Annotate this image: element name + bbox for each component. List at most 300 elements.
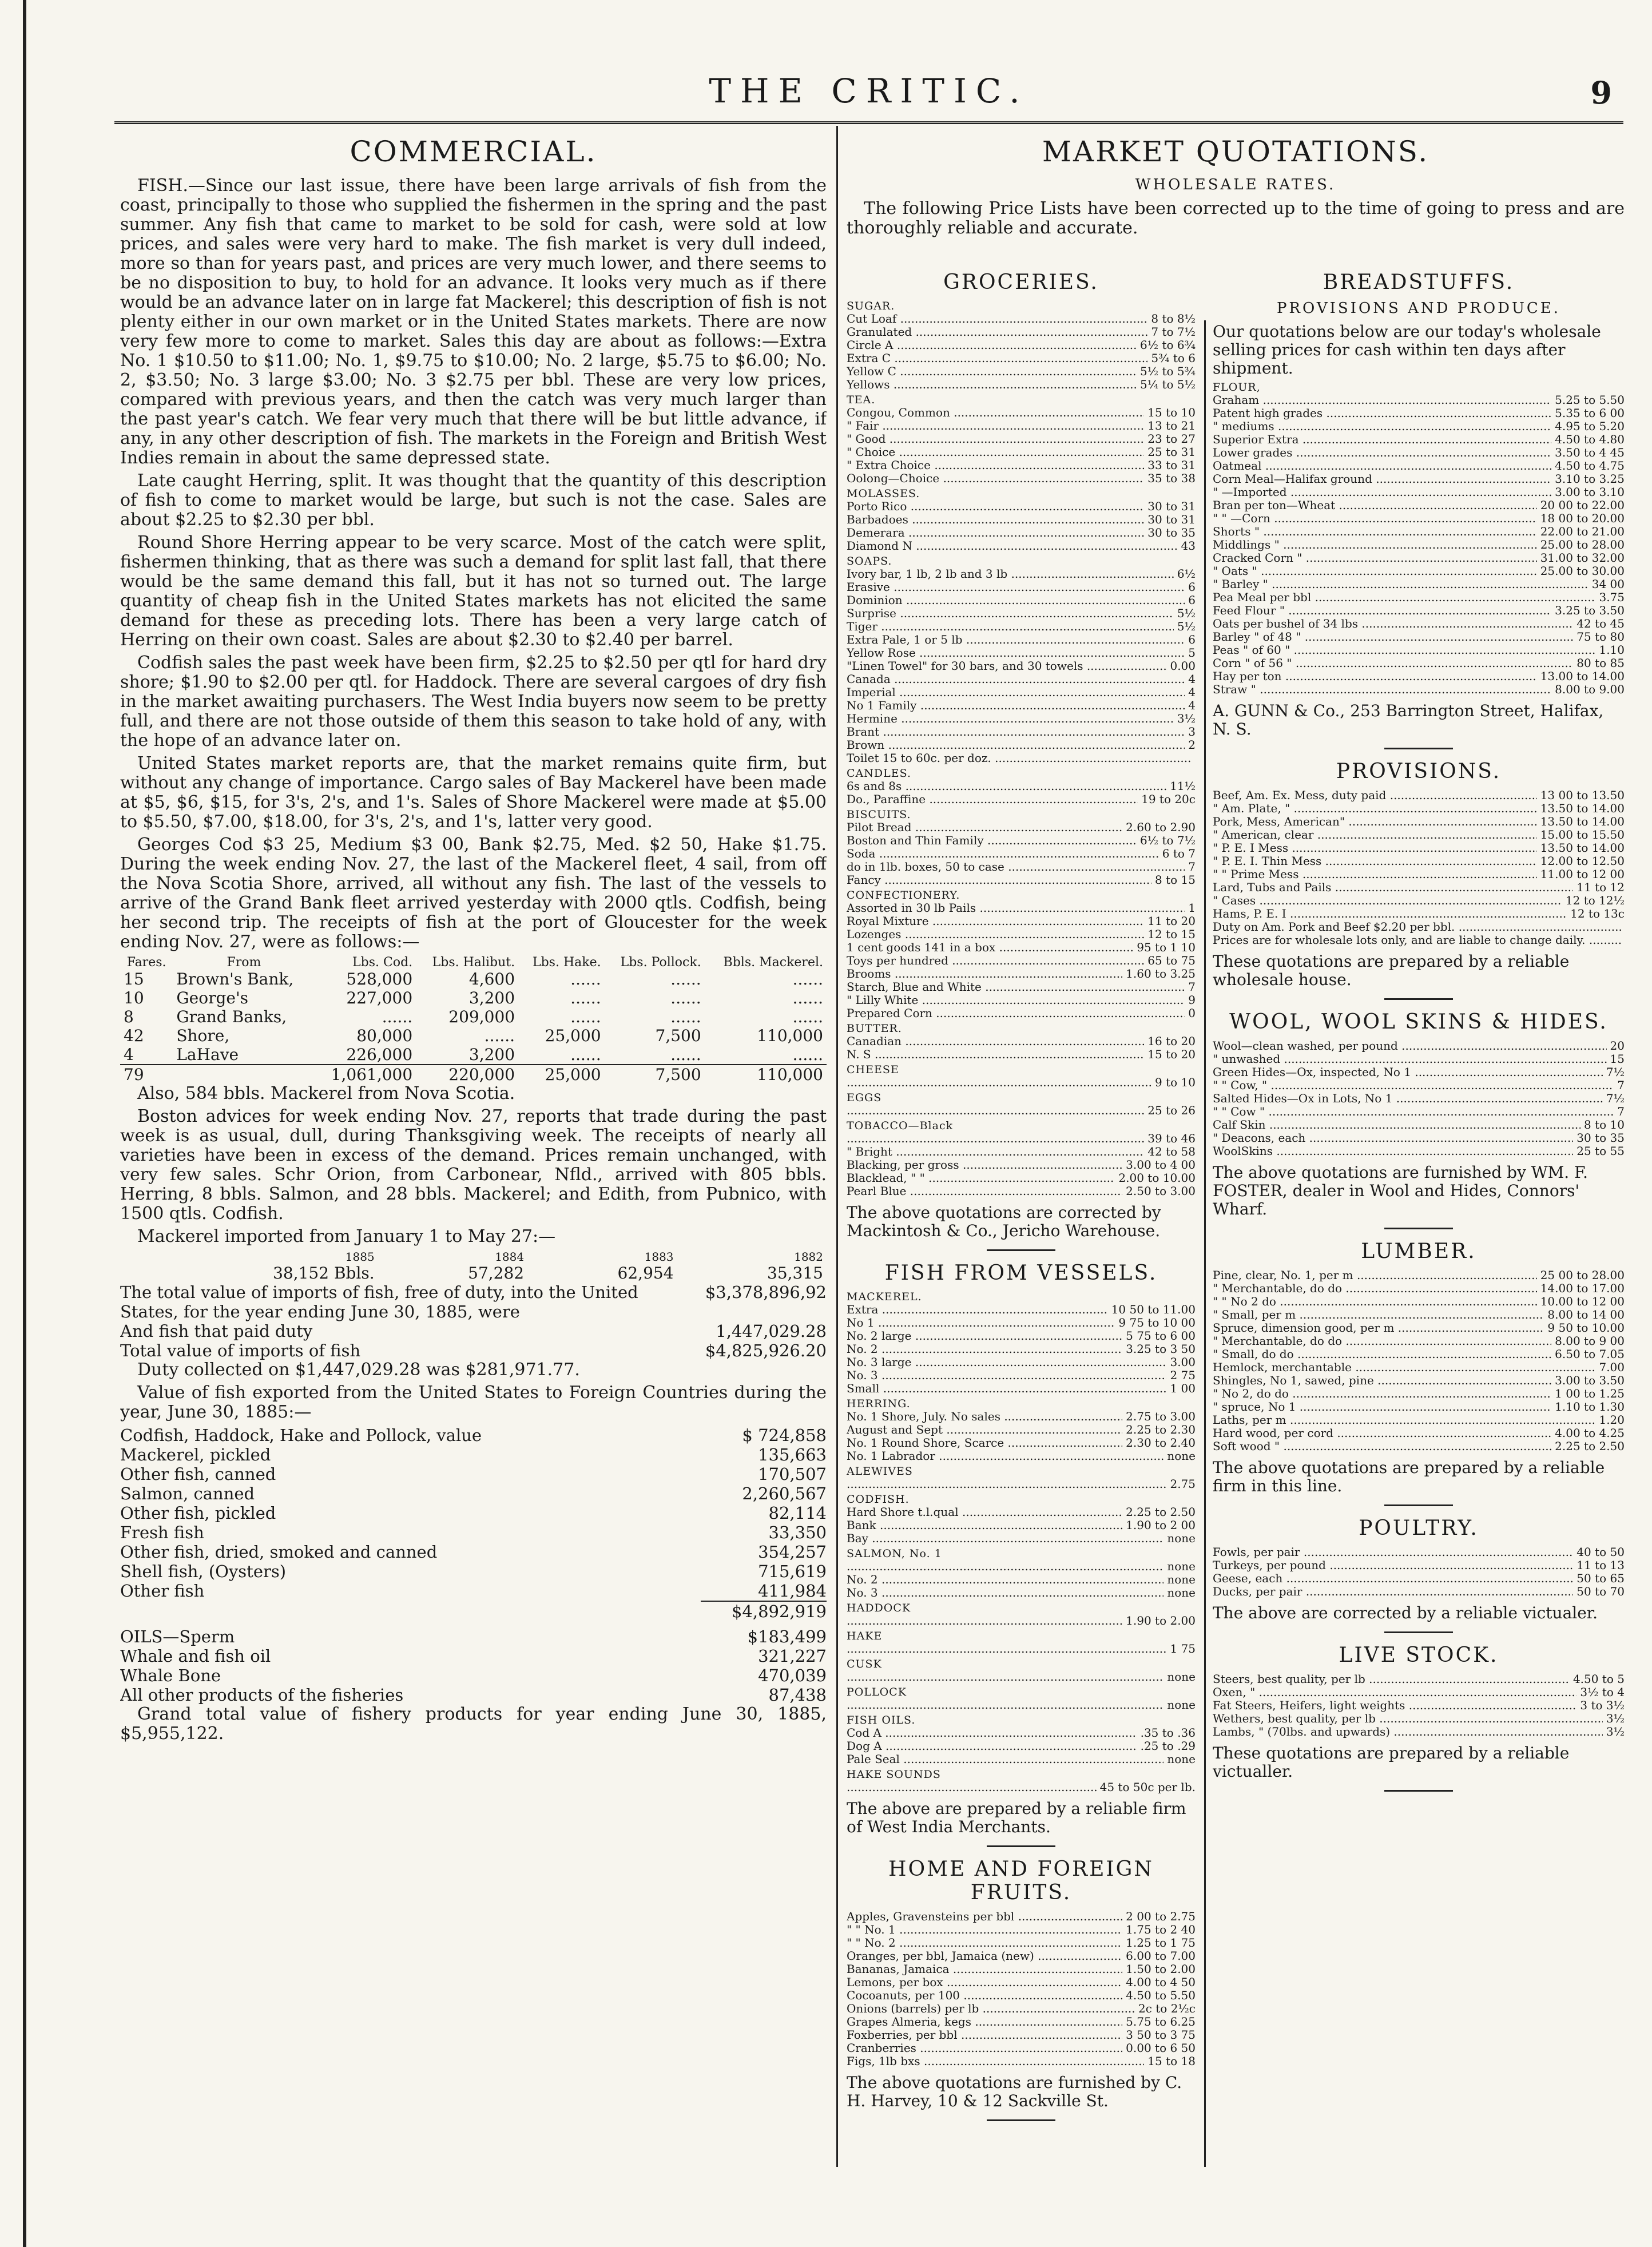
price-value: 12 to 15 — [1144, 928, 1196, 941]
price-value: 13.50 to 14.00 — [1537, 802, 1625, 815]
value-label: Shell fish, (Oysters) — [120, 1562, 287, 1581]
price-value: 11.00 to 12 00 — [1537, 868, 1625, 881]
price-label: Erasive ..... — [847, 581, 1185, 594]
year-cell: 1885 — [345, 1250, 375, 1264]
price-value: .35 to .36 — [1137, 1726, 1196, 1740]
duty-line: Duty collected on $1,447,029.28 was $281,971.77. — [137, 1360, 580, 1380]
wool — [1213, 1010, 1625, 1229]
price-value: 1.10 to 1.30 — [1551, 1400, 1625, 1414]
price-value: 15.00 to 15.50 — [1537, 828, 1625, 841]
price-label: No. 3 large ..... — [847, 1356, 1166, 1369]
receipts-table — [120, 955, 827, 1084]
value-label: The total value of imports of fish, free of duty, into the United States, for the year ending June 30, 1885, were — [120, 1283, 638, 1321]
price-value: 2.25 to 2.50 — [1122, 1506, 1196, 1519]
section-divider — [1384, 998, 1453, 1000]
fish-vessels — [847, 1261, 1196, 1847]
price-value: 7.00 — [1595, 1361, 1625, 1374]
price-row — [1213, 1585, 1625, 1598]
price-value: 10.00 to 12 00 — [1537, 1295, 1625, 1308]
price-label: Extra Pale, 1 or 5 lb ..... — [847, 633, 1185, 646]
price-value: 8.00 to 9.00 — [1551, 683, 1625, 696]
price-row — [1213, 644, 1625, 657]
table-cell: ...... — [670, 988, 701, 1007]
price-value: 7 to 7½ — [1147, 325, 1196, 339]
price-value: 18 00 to 20.00 — [1537, 512, 1625, 525]
value-amount: 715,619 — [758, 1562, 827, 1581]
price-row — [847, 1329, 1196, 1343]
price-value: 11 to 13 — [1573, 1559, 1625, 1572]
value-row — [120, 1581, 827, 1601]
price-label: August and Sept ..... — [847, 1423, 1122, 1436]
price-value: 3 50 to 3 75 — [1122, 2028, 1196, 2042]
price-value: 4.50 to 4.80 — [1551, 433, 1625, 446]
groceries-note: The above quotations are corrected by Mackintosh & Co., Jericho Warehouse. — [847, 1203, 1161, 1240]
price-label: Lozenges ..... — [847, 928, 1144, 941]
price-value: 6 — [1185, 633, 1196, 646]
price-row — [847, 1532, 1196, 1545]
price-value: 7½ — [1603, 1066, 1625, 1079]
price-value: 7 — [1614, 1105, 1625, 1118]
table-cell: 209,000 — [448, 1007, 515, 1026]
price-row — [1213, 1725, 1625, 1738]
price-label: Pale Seal ..... — [847, 1753, 1163, 1766]
price-row — [847, 1132, 1196, 1145]
price-category: CODFISH. — [847, 1493, 910, 1506]
price-value: none — [1163, 1532, 1196, 1545]
table-cell: 80,000 — [356, 1026, 413, 1045]
price-row — [1213, 578, 1625, 591]
price-row — [1213, 1686, 1625, 1699]
value-row — [120, 1445, 827, 1464]
price-label: Barley " of 48 " ..... — [1213, 630, 1573, 644]
price-value: 1 75 — [1166, 1642, 1196, 1656]
price-row — [847, 1076, 1196, 1089]
value-amount: $4,825,926.20 — [705, 1341, 827, 1360]
price-row — [847, 1035, 1196, 1048]
price-label: " Merchantable, do do ..... — [1213, 1335, 1551, 1348]
price-row — [847, 352, 1196, 365]
table-cell: 110,000 — [757, 1026, 823, 1045]
price-row — [847, 312, 1196, 325]
price-row — [847, 446, 1196, 459]
price-value: none — [1163, 1586, 1196, 1599]
groceries-title: GROCERIES. — [943, 271, 1099, 294]
price-row — [1213, 499, 1625, 512]
price-value: 33 to 31 — [1144, 459, 1196, 472]
price-label: No 1 ..... — [847, 1316, 1115, 1329]
value-amount: $ 724,858 — [742, 1426, 827, 1445]
exports-intro: Value of fish exported from the United States to Foreign Countries during the year, June 30, 1885:— — [120, 1383, 827, 1422]
table-row — [120, 1045, 827, 1065]
price-value: 14.00 to 17.00 — [1537, 1282, 1625, 1295]
masthead-title: THE CRITIC. — [709, 72, 1029, 110]
price-category: POLLOCK — [847, 1686, 907, 1698]
price-value: 8.00 to 14 00 — [1544, 1308, 1625, 1321]
value-row — [120, 1283, 827, 1321]
price-label: Cut Loaf ..... — [847, 312, 1147, 325]
price-row — [847, 874, 1196, 887]
price-label: Wool—clean washed, per pound ..... — [1213, 1039, 1607, 1053]
price-label: Granulated ..... — [847, 325, 1147, 339]
price-label: Circle A ..... — [847, 339, 1137, 352]
price-category: TOBACCO—Black — [847, 1119, 954, 1132]
price-label: " Deacons, each ..... — [1213, 1132, 1573, 1145]
table-cell: ...... — [570, 1007, 601, 1026]
table-cell: 528,000 — [346, 970, 413, 988]
price-row — [847, 847, 1196, 860]
price-row — [847, 1423, 1196, 1436]
price-value: 11 to 12 — [1573, 881, 1625, 894]
price-label: Porto Rico ..... — [847, 500, 1144, 513]
price-value: 3.00 — [1166, 1356, 1196, 1369]
table-cell: 226,000 — [346, 1045, 413, 1064]
price-value: 3.25 to 3.50 — [1551, 604, 1625, 617]
price-row — [847, 1145, 1196, 1158]
price-row — [847, 365, 1196, 378]
price-value — [1621, 934, 1625, 947]
price-value: 5½ — [1174, 620, 1196, 633]
price-row — [847, 1356, 1196, 1369]
table-row — [120, 988, 827, 1007]
price-label: No. 2 large ..... — [847, 1329, 1122, 1343]
price-label: Brant ..... — [847, 725, 1185, 739]
price-label: Hay per ton ..... — [1213, 670, 1537, 683]
column-header: Lbs. Pollock. — [620, 955, 701, 970]
price-label: Blacking, per gross ..... — [847, 1158, 1122, 1172]
value-label: Total value of imports of fish — [120, 1341, 361, 1360]
price-value: 0.00 to 6 50 — [1122, 2042, 1196, 2055]
price-label: Figs, 1lb bxs ..... — [847, 2055, 1144, 2068]
section-divider — [1384, 1504, 1453, 1506]
table-cell: 4,600 — [468, 970, 515, 988]
value-label: All other products of the fisheries — [120, 1685, 404, 1705]
price-row — [847, 2028, 1196, 2042]
price-label: Brown ..... — [847, 739, 1185, 752]
price-label: Geese, each ..... — [1213, 1572, 1573, 1585]
price-value: 15 to 10 — [1144, 406, 1196, 419]
price-row — [847, 821, 1196, 834]
price-value: 25 to 55 — [1573, 1145, 1625, 1158]
price-category: SOAPS. — [847, 555, 892, 567]
price-label: Bank ..... — [847, 1519, 1122, 1532]
price-value: 1.90 to 2.00 — [1122, 1614, 1196, 1627]
table-cell: ...... — [792, 970, 823, 988]
price-label: Assorted in 30 lb Pails ..... — [847, 902, 1185, 915]
commercial-body-2 — [120, 1084, 827, 1246]
provisions — [1213, 760, 1625, 1000]
price-row — [847, 1478, 1196, 1491]
price-label: " " Cow " ..... — [1213, 1105, 1614, 1118]
value-row — [120, 1321, 827, 1341]
price-label — [847, 1642, 1166, 1656]
price-category: HADDOCK — [847, 1602, 911, 1614]
price-category: SUGAR. — [847, 300, 895, 312]
price-value: 4 — [1185, 673, 1196, 686]
price-label: " Lilly White ..... — [847, 994, 1185, 1007]
price-value: 5 — [1185, 646, 1196, 660]
price-value: 11½ — [1166, 780, 1196, 793]
price-value: 42 to 45 — [1573, 617, 1625, 630]
price-row — [847, 1698, 1196, 1712]
price-value: 13 00 to 13.50 — [1537, 789, 1625, 802]
price-label: No. 1 Round Shore, Scarce ..... — [847, 1436, 1122, 1450]
price-row — [847, 339, 1196, 352]
price-value: 10 50 to 11.00 — [1108, 1303, 1196, 1316]
price-label: Calf Skin ..... — [1213, 1118, 1580, 1132]
market-column-left — [847, 260, 1196, 2159]
price-value: 4 — [1185, 699, 1196, 712]
commercial-title: COMMERCIAL. — [350, 135, 597, 168]
price-label: Blacklead, " " ..... — [847, 1172, 1115, 1185]
price-row — [1213, 828, 1625, 841]
price-label: " Am. Plate, " ..... — [1213, 802, 1537, 815]
mackerel-import-table — [120, 1250, 827, 1283]
price-label: Ivory bar, 1 lb, 2 lb and 3 lb ..... — [847, 567, 1174, 581]
price-row — [1213, 1673, 1625, 1686]
price-category: HERRING. — [847, 1398, 911, 1410]
price-row — [847, 780, 1196, 793]
value-label: Mackerel, pickled — [120, 1445, 271, 1464]
price-value: 1.50 to 2.00 — [1122, 1963, 1196, 1976]
price-row — [847, 941, 1196, 954]
price-label: "Linen Towel" for 30 bars, and 30 towels ..... — [847, 660, 1166, 673]
price-row — [1213, 907, 1625, 920]
price-label: Yellow C ..... — [847, 365, 1137, 378]
price-row — [847, 2042, 1196, 2055]
price-value: 13.00 to 14.00 — [1537, 670, 1625, 683]
price-row — [1213, 433, 1625, 446]
price-value: 30 to 31 — [1144, 500, 1196, 513]
value-row — [120, 1646, 827, 1666]
wool-note: The above quotations are furnished by WM. F. FOSTER, dealer in Wool and Hides, Connors' Wharf. — [1213, 1163, 1589, 1218]
price-value: 3.75 — [1595, 591, 1625, 604]
price-label — [847, 1104, 1144, 1117]
price-label: " Choice ..... — [847, 446, 1144, 459]
price-label: Beef, Am. Ex. Mess, duty paid ..... — [1213, 789, 1537, 802]
price-row — [1213, 1414, 1625, 1427]
price-label: Royal Mixture ..... — [847, 915, 1144, 928]
price-label: Wethers, best quality, per lb ..... — [1213, 1712, 1603, 1725]
value-row — [120, 1264, 827, 1283]
value-amount: 2,260,567 — [742, 1484, 827, 1503]
binding-edge — [23, 0, 26, 2247]
price-row — [1213, 1308, 1625, 1321]
price-label: Oats per bushel of 34 lbs ..... — [1213, 617, 1573, 630]
price-row — [847, 539, 1196, 553]
paragraph: United States market reports are, that the market remains quite firm, but without any change of importance. Cargo sales of Bay Mackerel have been made at $5, $6, $15, for 3's, 2's, and 1's. Sales of Shore Mackerel were made at $5.00 to $5.50, $7.00, $18.00, for 3's, 2's, and 1's, latter very good. — [120, 753, 827, 832]
column-divider — [836, 126, 838, 2167]
price-row — [847, 607, 1196, 620]
value-label: Other fish, canned — [120, 1464, 276, 1484]
table-cell: Shore, — [176, 1026, 230, 1045]
value-amount: 135,663 — [758, 1445, 827, 1464]
year-cell: 1882 — [794, 1250, 823, 1264]
table-cell: 4 — [124, 1045, 134, 1064]
price-label: Straw " ..... — [1213, 683, 1551, 696]
price-label — [847, 1670, 1163, 1684]
price-label: Soft wood " ..... — [1213, 1440, 1551, 1453]
price-row — [1213, 815, 1625, 828]
price-value: 4.00 to 4.25 — [1551, 1427, 1625, 1440]
value-label: Fresh fish — [120, 1523, 204, 1542]
price-value — [1192, 752, 1196, 765]
market-intro: The following Price Lists have been corrected up to the time of going to press and are thoroughly reliable and accurate. — [847, 199, 1625, 238]
price-category: TEA. — [847, 394, 876, 406]
price-row — [847, 1519, 1196, 1532]
price-row — [1213, 1374, 1625, 1387]
table-cell: ...... — [792, 988, 823, 1007]
price-value: 6 to 7 — [1159, 847, 1196, 860]
price-value: 5 75 to 6 00 — [1122, 1329, 1196, 1343]
price-value: 1 00 — [1166, 1382, 1196, 1395]
price-row — [1213, 551, 1625, 565]
price-label: Soda ..... — [847, 847, 1159, 860]
price-label: " Barley " ..... — [1213, 578, 1589, 591]
value-amount: 1,447,029.28 — [716, 1321, 827, 1341]
price-category: FISH OILS. — [847, 1714, 916, 1726]
price-row — [847, 1753, 1196, 1766]
price-row — [1213, 1132, 1625, 1145]
price-label: Onions (barrels) per lb ..... — [847, 2002, 1135, 2015]
column-header: Bbls. Mackerel. — [723, 955, 823, 970]
price-value: 2.75 — [1166, 1478, 1196, 1491]
price-row — [847, 633, 1196, 646]
price-value: 12 to 13c — [1567, 907, 1625, 920]
price-row — [847, 419, 1196, 432]
price-row — [847, 1586, 1196, 1599]
price-value: 3½ — [1603, 1725, 1625, 1738]
price-row — [847, 1989, 1196, 2002]
price-value: 4.50 to 5 — [1570, 1673, 1625, 1686]
price-row — [1213, 1145, 1625, 1158]
price-value: 9 to 10 — [1151, 1076, 1196, 1089]
price-row — [1213, 512, 1625, 525]
price-row — [1213, 1348, 1625, 1361]
table-cell: George's — [176, 988, 249, 1007]
fruits — [847, 1857, 1196, 2121]
value-amount: 354,257 — [758, 1542, 827, 1562]
price-row — [847, 620, 1196, 633]
price-value: 34 00 — [1589, 578, 1625, 591]
price-label: Prices are for wholesale lots only, and are liable to change daily. ..... — [1213, 934, 1621, 947]
price-value: 5¾ to 6 — [1147, 352, 1196, 365]
price-label: " No 2, do do ..... — [1213, 1387, 1551, 1400]
price-label: No 1 Family ..... — [847, 699, 1185, 712]
price-value: none — [1163, 1670, 1196, 1684]
price-value: 2.60 to 2.90 — [1122, 821, 1196, 834]
price-value: 8 to 8½ — [1147, 312, 1196, 325]
price-label: Peas " of 60 " ..... — [1213, 644, 1595, 657]
table-cell: 15 — [124, 970, 144, 988]
value-label: Other fish, dried, smoked and canned — [120, 1542, 438, 1562]
oils-list — [120, 1627, 827, 1705]
price-label: " " No. 1 ..... — [847, 1923, 1122, 1936]
price-category: EGGS — [847, 1091, 882, 1104]
price-row — [1213, 894, 1625, 907]
price-category: CANDLES. — [847, 767, 911, 780]
price-row — [1213, 1559, 1625, 1572]
price-label — [847, 1560, 1163, 1573]
header-rule — [114, 121, 1623, 124]
price-label: Extra C ..... — [847, 352, 1147, 365]
table-cell: Brown's Bank, — [176, 970, 294, 988]
price-value: 5.75 to 6.25 — [1122, 2015, 1196, 2028]
price-row — [847, 646, 1196, 660]
price-label: Graham ..... — [1213, 394, 1551, 407]
value-row — [120, 1464, 827, 1484]
table-row — [120, 1007, 827, 1026]
price-label: No. 3 ..... — [847, 1586, 1163, 1599]
price-row — [847, 1936, 1196, 1950]
price-label: Surprise ..... — [847, 607, 1174, 620]
price-value: 15 to 20 — [1144, 1048, 1196, 1061]
price-label: Corn " of 56 " ..... — [1213, 657, 1573, 670]
price-value: 9 75 to 10 00 — [1115, 1316, 1196, 1329]
price-row — [847, 1781, 1196, 1794]
price-value: 35 to 38 — [1144, 472, 1196, 485]
livestock — [1213, 1643, 1625, 1792]
price-value: 40 to 50 — [1573, 1546, 1625, 1559]
price-label: " P. E. I. Thin Mess ..... — [1213, 855, 1537, 868]
table-cell: 7,500 — [655, 1065, 701, 1084]
price-label: Bay ..... — [847, 1532, 1163, 1545]
price-value: 1.20 — [1595, 1414, 1625, 1427]
price-value: 1.10 — [1595, 644, 1625, 657]
price-value: 25.00 to 30.00 — [1537, 565, 1625, 578]
price-label: Boston and Thin Family ..... — [847, 834, 1137, 847]
price-label: Lard, Tubs and Pails ..... — [1213, 881, 1573, 894]
price-category: BISCUITS. — [847, 808, 911, 821]
price-label: " Extra Choice ..... — [847, 459, 1144, 472]
price-label: Yellow Rose ..... — [847, 646, 1185, 660]
price-label: " unwashed ..... — [1213, 1053, 1607, 1066]
price-value: 3.00 to 3.50 — [1551, 1374, 1625, 1387]
price-value: 20 00 to 22.00 — [1537, 499, 1625, 512]
price-label: Small ..... — [847, 1382, 1166, 1395]
price-value: 8.00 to 9 00 — [1551, 1335, 1625, 1348]
price-category: ALEWIVES — [847, 1465, 913, 1478]
price-label: Diamond N ..... — [847, 539, 1178, 553]
price-row — [847, 325, 1196, 339]
price-value — [1621, 920, 1625, 934]
table-cell: ...... — [670, 970, 701, 988]
price-row — [847, 725, 1196, 739]
price-label: Shingles, No 1, sawed, pine ..... — [1213, 1374, 1551, 1387]
fruits-note: The above quotations are furnished by C. H. Harvey, 10 & 12 Sackville St. — [847, 2073, 1182, 2110]
price-row — [847, 432, 1196, 446]
paragraph: Codfish sales the past week have been firm, $2.25 to $2.50 per qtl for hard dry shore; $1.90 to $2.00 per qtl. for Haddock. There are several cargoes of dry fish in the market awaiting purchasers. The West India buyers now seem to be pretty full, and there are not those outside of them this season to take hold of any, with the hope of an advance later on. — [120, 653, 827, 751]
price-label: Patent high grades ..... — [1213, 407, 1551, 420]
price-row — [1213, 1092, 1625, 1105]
price-label: Oatmeal ..... — [1213, 459, 1551, 473]
price-row — [1213, 1387, 1625, 1400]
price-row — [847, 954, 1196, 967]
table-cell: 220,000 — [448, 1065, 515, 1084]
price-label: Bananas, Jamaica ..... — [847, 1963, 1122, 1976]
price-value: none — [1163, 1560, 1196, 1573]
price-row — [847, 1104, 1196, 1117]
price-value: 3.00 to 4 00 — [1122, 1158, 1196, 1172]
table-cell: 25,000 — [545, 1065, 601, 1084]
price-row — [1213, 473, 1625, 486]
price-value: 12 to 12½ — [1562, 894, 1625, 907]
price-row — [847, 567, 1196, 581]
price-label: Middlings " ..... — [1213, 538, 1537, 551]
price-row — [847, 472, 1196, 485]
price-label: Lambs, " (70lbs. and upwards) ..... — [1213, 1725, 1603, 1738]
price-value: 30 to 31 — [1144, 513, 1196, 526]
price-value: 2.25 to 2.50 — [1551, 1440, 1625, 1453]
